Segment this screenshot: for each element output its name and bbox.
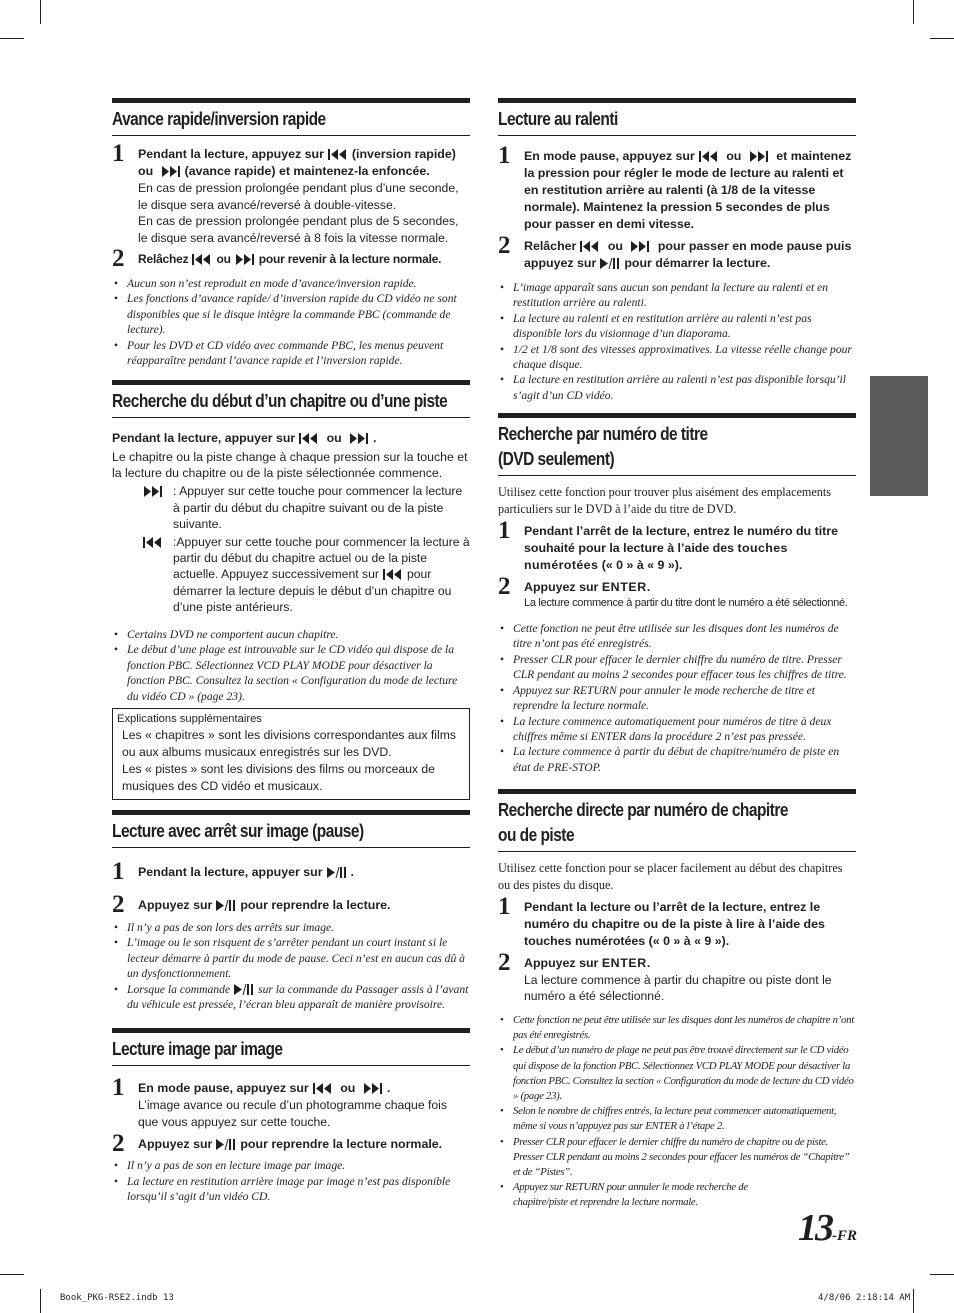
notes-list [112,920,470,1012]
step-number: 1 [112,1074,125,1102]
prev-description: :Appuyer sur cette touche pour commencer la lecture à partir du début du chapitre actuel ou de la piste actuelle. Appuyez successivement sur pour démarrer la lecture depuis le début d’un chapitre ou d’une piste antérieurs. [112,534,470,615]
notes-list [112,1158,470,1204]
section-header [498,98,856,136]
step-2 [112,890,470,918]
crop-mark [913,0,914,24]
page-number: 13-FR [798,1207,858,1249]
next-icon [348,433,370,444]
section-title: (DVD seulement) [498,449,615,470]
footer-file: Book_PKG-RSE2.indb 13 [60,1293,174,1303]
section-title: Lecture avec arrêt sur image (pause) [112,820,364,841]
section-title: Recherche par numéro de titre [498,424,708,445]
prev-icon [142,536,164,552]
step-2 [112,1130,470,1158]
step-detail: La lecture commence à partir du titre dont le numéro a été sélectionné. [524,597,848,610]
section-title: Lecture au ralenti [498,109,618,129]
prev-icon [298,433,320,444]
note-item: • La lecture commence à partir du début de chapitre/numéro de piste en état de PRE-STOP. [498,744,856,775]
note-item: • Les fonctions d’avance rapide/ d’inversion rapide du CD vidéo ne sont disponibles que si le disque intègre la commande PBC (commande de lecture). [112,291,470,337]
section-header [498,789,856,852]
section-title: ou de piste [498,825,575,846]
section-title: Recherche directe par numéro de chapitre [498,800,788,821]
step-1 [498,142,856,233]
note-item: • Certains DVD ne comportent aucun chapitre. [112,627,470,642]
right-column [498,98,856,1221]
step-2 [498,948,856,1005]
crop-mark [913,1289,914,1313]
prev-icon [698,151,720,162]
play-pause-icon [233,984,255,995]
description: Le chapitre ou la piste change à chaque pression sur la touche et la lecture du chapitre ou de la piste sélectionnée commence. [112,449,468,481]
enter-key: ENTER [601,955,647,970]
step-number: 2 [498,573,511,601]
note-item: • Le début d’une plage est introuvable sur le CD vidéo qui dispose de la fonction PBC. Sélectionnez VCD PLAY MODE pour désactiver la fonction PBC. Consultez la section « Configuration du mode de lecture du vidéo CD » (page 23). [112,642,470,704]
note-item: • Cette fonction ne peut être utilisée sur les disques dont les numéros de titre n’ont pas été enregistrés. [498,621,856,652]
step-1 [112,857,470,885]
crop-mark [0,38,24,39]
note-item: • La lecture au ralenti et en restitution arrière au ralenti n’est pas disponible lors du visionnage d’un diaporama. [498,311,856,342]
step-number: 2 [112,890,125,918]
step-detail: La lecture commence à partir du chapitre ou piste dont le numéro a été sélectionné. [524,972,832,1004]
section-title: Recherche du début d’un chapitre ou d’une piste [112,391,448,412]
notes-list [498,621,856,775]
section-title: Lecture image par image [112,1039,283,1060]
step-number: 1 [498,892,511,920]
info-box [112,708,470,800]
enter-key: ENTER [601,580,647,595]
section-header [112,98,470,136]
step-detail: L’image avance ou recule d’un photogramme chaque fois que vous appuyez sur cette touche. [138,1098,447,1129]
note-item: • Le début d’un numéro de plage ne peut pas être trouvé directement sur le CD vidéo qui dispose de la fonction PBC. Sélectionnez VCD PLAY MODE pour désactiver la fonction PBC. Consultez la section « Configuration du mode de lecture du CD vidéo » (page 23). [498,1043,856,1104]
section-header [112,810,470,848]
note-item: • Appuyez sur RETURN pour annuler le mode recherche de chapitre/piste et reprendre la lecture normale. [498,1180,856,1210]
step-text: Appuyez sur ENTER. [524,955,651,970]
step-number: 2 [112,245,125,272]
step-1 [498,892,856,950]
note-item: • L’image apparaît sans aucun son pendant la lecture au ralenti et en restitution arrière au ralenti. [498,280,856,311]
step-text: Pendant la lecture ou l’arrêt de la lecture, entrez le numéro du chapitre ou de la piste à lire à l’aide des touches numérotées (« 0 » à « 9 »). [524,899,825,948]
notes-list [112,627,470,704]
step-text: Relâchez ou pour revenir à la lecture normale. [138,252,442,266]
step-text: Pendant la lecture, appuyer sur . [138,864,354,879]
step-detail: En cas de pression prolongée pendant plus de 5 secondes, le disque sera avancé/reversé à 8 fois la vitesse normale. [138,214,459,245]
crop-mark [930,38,954,39]
step-2 [112,245,470,272]
prev-icon [382,569,404,580]
step-2 [498,232,856,272]
play-pause-icon [326,867,348,878]
note-item: • Presser CLR pour effacer le dernier chiffre du numéro de titre. Presser CLR pendant au moins 2 secondes pour effacer tous les chiffres de titre. [498,652,856,683]
step-text: Appuyez sur pour reprendre la lecture normale. [138,1137,443,1152]
step-1 [112,140,470,246]
next-icon [629,241,651,252]
prev-icon [191,254,213,265]
intro-text: Utilisez cette fonction pour se placer facilement au début des chapitres ou des pistes du disque. [498,861,843,892]
notes-list [112,276,470,368]
note-item: • Lorsque la commande sur la commande du Passager assis à l’avant du véhicule est pressée, l’écran bleu apparaît de manière provisoire. [112,982,470,1013]
next-icon [748,151,770,162]
step-text: Relâcher ou pour passer en mode pause puis appuyez sur pour démarrer la lecture. [524,239,852,270]
next-icon [142,485,164,501]
crop-mark [40,1289,41,1313]
step-detail: En cas de pression prolongée pendant plus d’une seconde, le disque sera avancé/reversé à double-vitesse. [138,181,459,212]
note-item: • Pour les DVD et CD vidéo avec commande PBC, les menus peuvent réapparaître pendant l’avance rapide et l’inversion rapide. [112,338,470,369]
footer-timestamp: 4/8/06 2:18:14 AM [818,1293,911,1303]
note-item: • La lecture en restitution arrière image par image n’est pas disponible lorsqu’il s’agit d’un vidéo CD. [112,1174,470,1205]
language-tab [870,376,928,496]
prev-icon [579,241,601,252]
step-text: Pendant la lecture, appuyez sur (inversion rapide) ou (avance rapide) et maintenez-la enfoncée. [138,147,456,178]
next-icon [362,1083,384,1094]
step-text: Appuyez sur pour reprendre la lecture. [138,897,391,912]
step-text: Appuyez sur ENTER. [524,580,651,595]
play-pause-icon [215,900,237,911]
note-item: • 1/2 et 1/8 sont des vitesses approximatives. La vitesse réelle change pour chaque disque. [498,342,856,373]
step-number: 1 [112,857,125,885]
section-header [112,1028,470,1066]
notes-list [498,1013,856,1211]
info-box-title: Explications supplémentaires [117,712,262,725]
step-1 [112,1074,470,1130]
step-number: 2 [498,232,511,259]
play-pause-icon [599,258,621,269]
note-item: • La lecture commence automatiquement pour numéros de titre à deux chiffres même si ENTER dans la procédure 2 n’est pas pressée. [498,714,856,745]
step-number: 1 [498,142,511,169]
step-2 [498,573,856,611]
section-header [112,380,470,418]
note-item: • Appuyez sur RETURN pour annuler le mode recherche de titre et reprendre la lecture normale. [498,683,856,714]
crop-mark [40,0,41,24]
step-number: 1 [498,517,511,545]
crop-mark [0,1274,24,1275]
next-icon [160,166,182,177]
note-item: • Presser CLR pour effacer le dernier chiffre du numéro de chapitre ou de piste. Presser CLR pendant au moins 2 secondes pour effacer les numéros de “Chapitre” et de “Pistes”. [498,1135,856,1181]
note-item: • Cette fonction ne peut être utilisée sur les disques dont les numéros de chapitre n’ont pas été enregistrés. [498,1013,856,1043]
step-text: En mode pause, appuyez sur ou . [138,1081,391,1096]
step-1 [498,517,856,574]
info-box-text: Les « chapitres » sont les divisions correspondantes aux films ou aux albums musicaux enregistrés sur les DVD. [122,727,456,759]
note-item: • Il n’y a pas de son en lecture image par image. [112,1158,470,1173]
note-item: • L’image ou le son risquent de s’arrêter pendant un court instant si le lecteur démarre à partir du mode de pause. Ceci n’est en aucun cas dû à un dysfonctionnement. [112,935,470,981]
step-number: 2 [112,1130,125,1158]
crop-mark [930,1274,954,1275]
note-item: • La lecture en restitution arrière au ralenti n’est pas disponible lorsqu’il s’agit d’un CD vidéo. [498,372,856,403]
instruction: Pendant la lecture, appuyer sur ou . [112,431,377,446]
note-item: • Selon le nombre de chiffres entrés, la lecture peut commencer automatiquement, même si vous n’appuyez pas sur ENTER à l’étape 2. [498,1104,856,1134]
step-number: 2 [498,948,511,976]
step-text: En mode pause, appuyez sur ou et maintenez la pression pour régler le mode de lecture au ralenti et en restitution arrière au ralenti (à 1/8 de la vitesse normale). Maintenez la pression 5 secondes de plus pour passer en demi vitesse. [524,149,852,231]
play-pause-icon [215,1139,237,1150]
next-icon [234,254,256,265]
section-title: Avance rapide/inversion rapide [112,109,326,129]
left-column [112,98,470,1215]
prev-icon [327,149,349,160]
step-text: Pendant l’arrêt de la lecture, entrez le numéro du titre souhaité pour la lecture à l’aide des touches numérotées (« 0 » à « 9 »). [524,524,838,573]
info-box-text: Les « pistes » sont les divisions des films ou morceaux de musiques des CD vidéo et musicaux. [122,761,435,793]
note-item: • Il n’y a pas de son lors des arrêts sur image. [112,920,470,935]
next-description: : Appuyer sur cette touche pour commencer la lecture à partir du début du chapitre suivant ou de la piste suivante. [112,483,470,532]
note-item: • Aucun son n’est reproduit en mode d’avance/inversion rapide. [112,276,470,291]
prev-icon [312,1083,334,1094]
section-header [498,413,856,476]
notes-list [498,280,856,403]
intro-text: Utilisez cette fonction pour trouver plus aisément des emplacements particuliers sur le DVD à l’aide du titre de DVD. [498,485,832,516]
step-number: 1 [112,140,125,167]
